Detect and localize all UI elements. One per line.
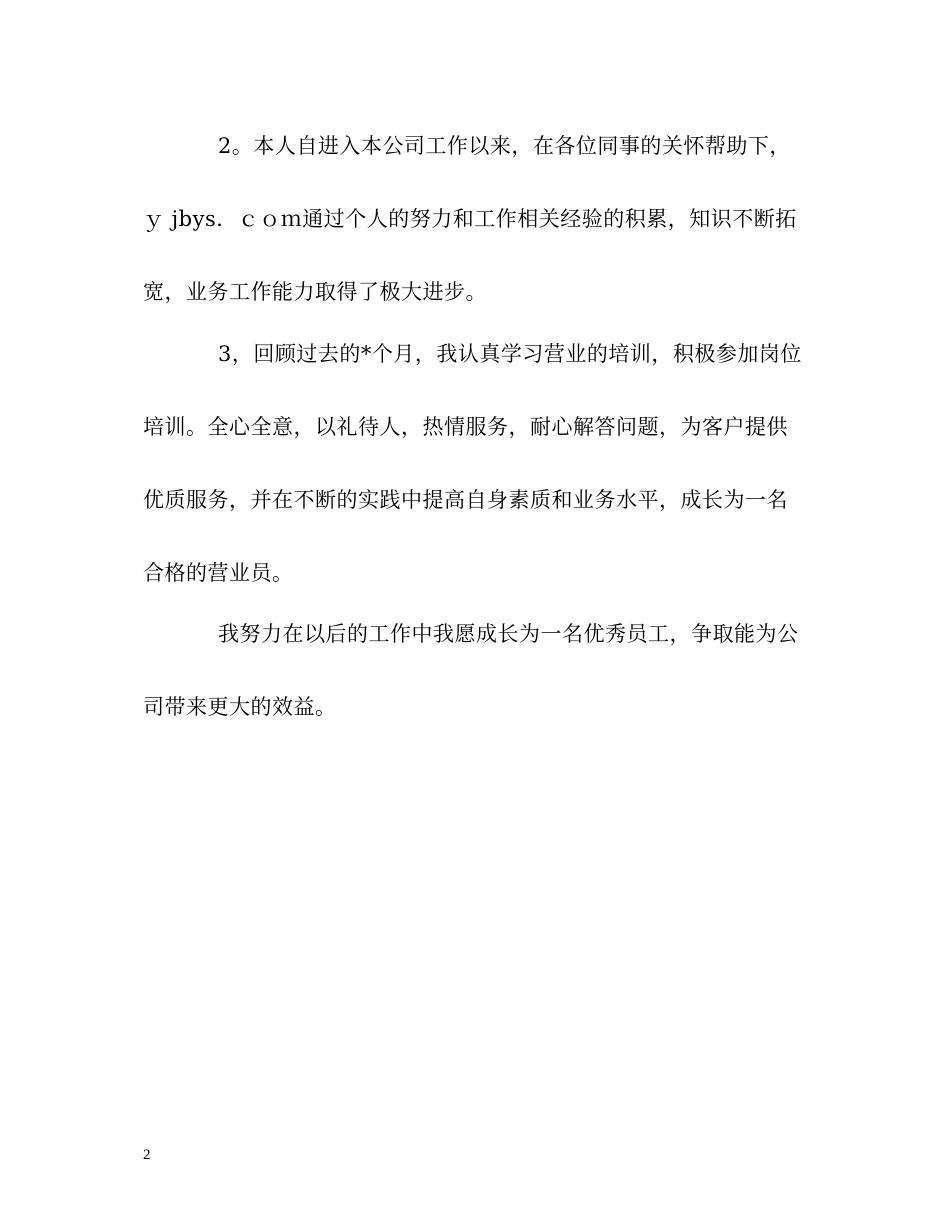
paragraph-2-line-2: 培训。全心全意，以礼待人，热情服务，耐心解答问题，为客户提供 <box>143 415 788 439</box>
paragraph-3-line-2: 司带来更大的效益。 <box>143 695 337 719</box>
paragraph-3-line-1: 我努力在以后的工作中我愿成长为一名优秀员工，争取能为公 <box>218 622 799 646</box>
paragraph-1-line-2: ｙ jbys．ｃｏｍ通过个人的努力和工作相关经验的积累，知识不断拓 <box>143 207 797 231</box>
page-number: 2 <box>143 1147 151 1163</box>
paragraph-1-line-3: 宽，业务工作能力取得了极大进步。 <box>143 280 487 304</box>
paragraph-2-line-3: 优质服务，并在不断的实践中提高自身素质和业务水平，成长为一名 <box>143 488 788 512</box>
paragraph-2-line-1: 3，回顾过去的*个月，我认真学习营业的培训，积极参加岗位 <box>218 342 802 366</box>
paragraph-1-line-1: 2。本人自进入本公司工作以来，在各位同事的关怀帮助下， <box>218 134 791 158</box>
paragraph-2-line-4: 合格的营业员。 <box>143 561 294 585</box>
